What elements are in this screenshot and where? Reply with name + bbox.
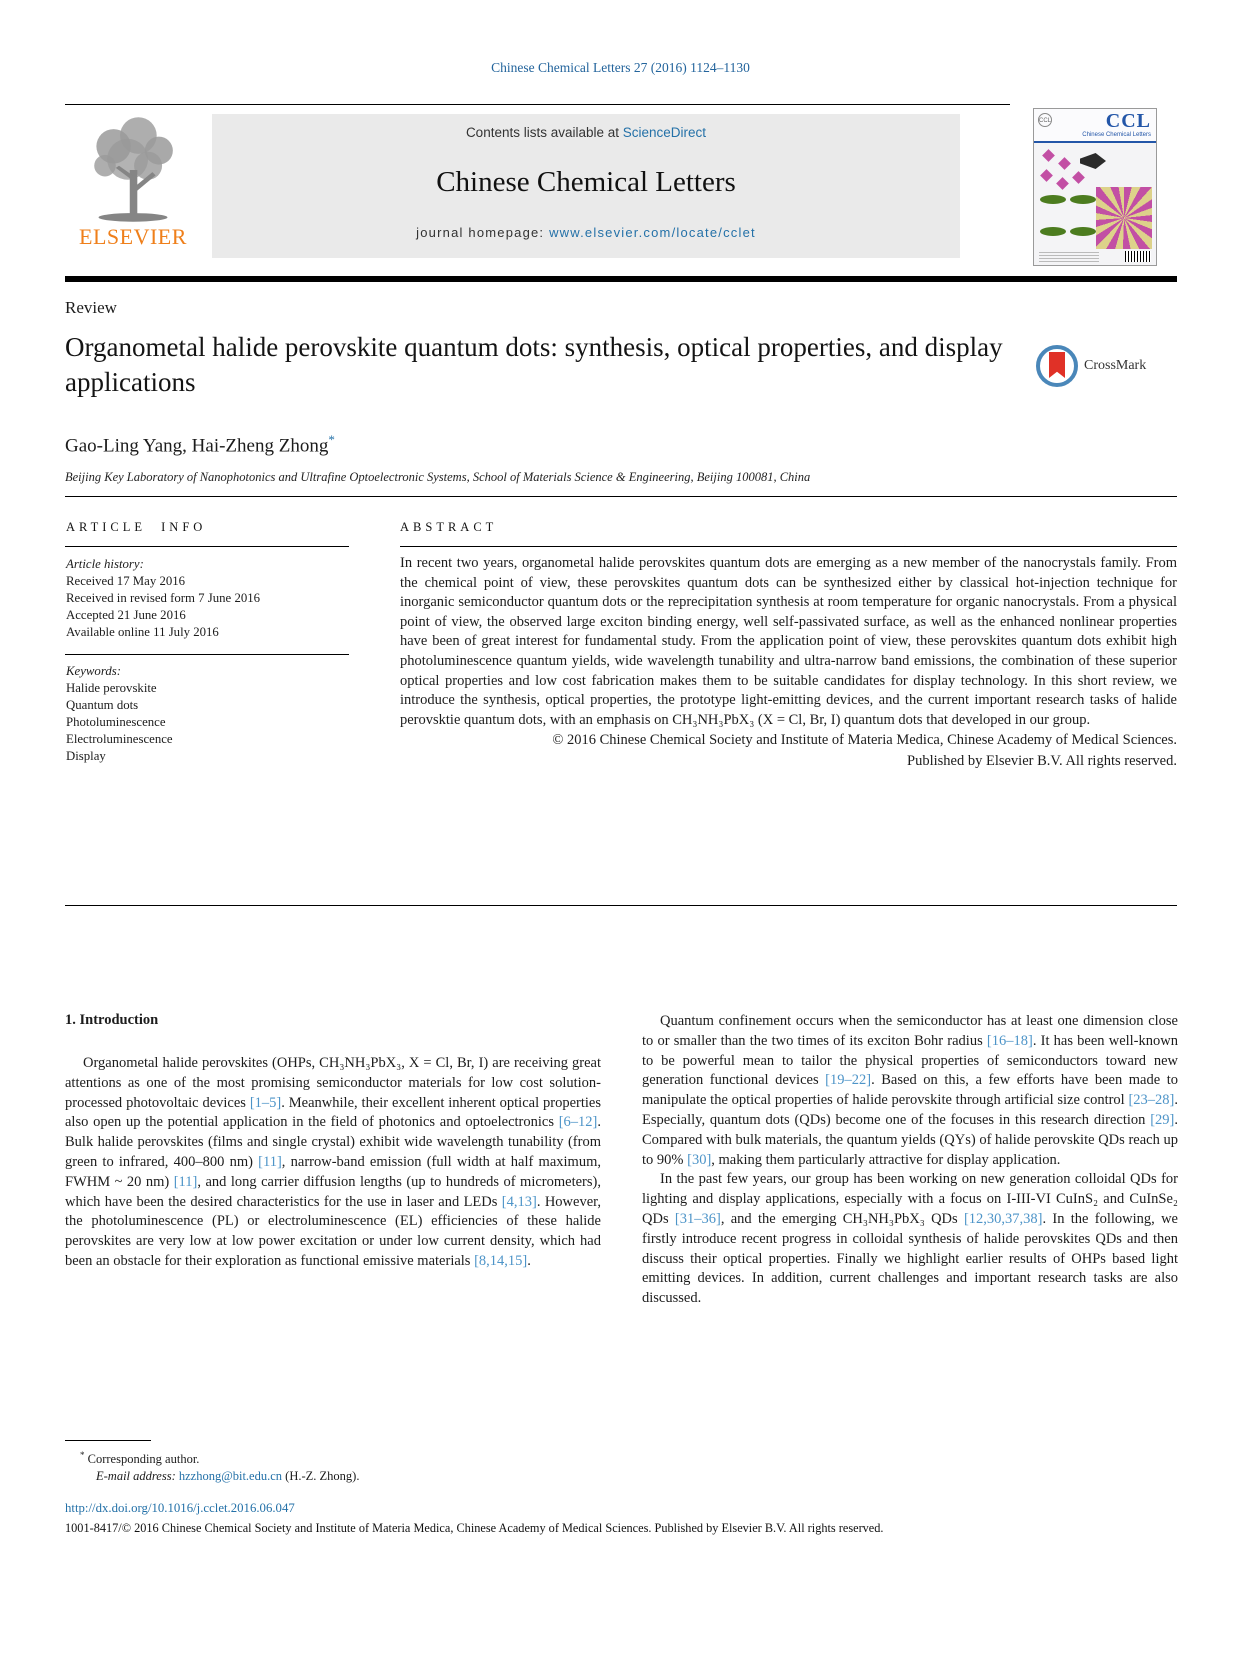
text-run: Organometal halide perovskites (OHPs, CH₃NH₃PbX₃, X = Cl, Br, I) are receiving great attentions as one of the most promising semiconductor materials for low cost solution-processed photovoltaic devices (65, 1055, 601, 1111)
doi-link[interactable]: http://dx.doi.org/10.1016/j.cclet.2016.06.047 (65, 1501, 295, 1515)
citation-ref-link[interactable]: [11] (173, 1173, 198, 1190)
list-item: Electroluminescence (66, 732, 173, 746)
text-run: . (527, 1252, 531, 1269)
body-right-column (642, 1012, 1178, 1309)
keywords-label: Keywords: (66, 664, 121, 678)
journal-masthead-title: Chinese Chemical Letters (436, 166, 736, 198)
intro-paragraph-2 (642, 1012, 1178, 1170)
citation-ref-link[interactable]: [11] (258, 1153, 282, 1170)
email-suffix: (H.-Z. Zhong). (282, 1469, 360, 1483)
crossmark-badge[interactable] (1036, 340, 1186, 392)
abstract-bottom-rule (65, 905, 1177, 906)
cover-starburst-pattern (1096, 187, 1152, 249)
cover-ccl-title: CCL (1105, 110, 1151, 132)
text-run: Quantum confinement occurs when the semiconductor has at least one dimension close to or smaller than the two times of its exciton Bohr radius (642, 1013, 1178, 1049)
cover-green-oval (1040, 227, 1066, 236)
cover-subtitle: Chinese Chemical Letters (1082, 132, 1151, 138)
elsevier-logo-text: ELSEVIER (79, 224, 187, 249)
title-divider-rule (65, 496, 1177, 497)
email-label: E-mail address: (96, 1469, 179, 1483)
cover-diamond-icon (1058, 157, 1071, 170)
text-run: . In the following, we firstly introduce recent progress in colloidal synthesis of halide perovskites QDs and then discuss their optical properties. Finally we highlight earlier results of OHPs based light emitting devices. In addition, current challenges and important research tasks are also discussed. (642, 1210, 1178, 1307)
elsevier-logo[interactable] (64, 114, 202, 264)
text-run: , making them particularly attractive for display application. (711, 1151, 1061, 1168)
citation-ref-link[interactable]: [16–18] (986, 1032, 1033, 1049)
crossmark-label: CrossMark (1084, 358, 1147, 373)
cover-green-oval (1070, 227, 1096, 236)
cover-diamond-icon (1072, 171, 1085, 184)
citation-ref-link[interactable]: [6–12] (558, 1114, 598, 1131)
email-link[interactable]: hzzhong@bit.edu.cn (178, 1469, 283, 1483)
list-item: Halide perovskite (66, 681, 157, 695)
text-run: . Based on this, a few efforts have been made to manipulate the optical properties of halide perovskite through artificial size control (642, 1072, 1179, 1109)
cover-green-oval (1040, 195, 1066, 204)
list-item: Quantum dots (66, 698, 139, 712)
crossmark-icon (1036, 345, 1078, 387)
list-item: Accepted 21 June 2016 (66, 608, 186, 622)
email-note (96, 1469, 359, 1484)
sciencedirect-link[interactable]: ScienceDirect (622, 125, 707, 140)
issn-copyright-line: 1001-8417/© 2016 Chinese Chemical Society and Institute of Materia Medica, Chinese Academy of Medical Sciences. Published by Elsevier B.V. All rights reserved. (65, 1521, 884, 1535)
corresponding-author-mark[interactable]: * (328, 432, 335, 447)
citation-ref-link[interactable]: [12,30,37,38] (963, 1210, 1043, 1227)
article-history-list (66, 573, 366, 641)
article-info-rule (65, 546, 349, 547)
citation-ref-link[interactable]: [8,14,15] (474, 1252, 528, 1269)
text-run: . Especially, quantum dots (QDs) become one of the focuses in this research direction (642, 1092, 1178, 1128)
intro-paragraph-3 (642, 1170, 1178, 1309)
list-item: Photoluminescence (66, 715, 166, 729)
cover-flashlight-icon (1080, 153, 1106, 169)
text-run: In the past few years, our group has been working on new generation colloidal QDs for lighting and display applications, especially with a focus on I-III-VI CuInS₂ and CuInSe₂ QDs (642, 1171, 1178, 1227)
header-top-rule (65, 104, 1010, 105)
page-title: Organometal halide perovskite quantum dots: synthesis, optical properties, and display applications (65, 332, 1003, 397)
cover-title-band (1034, 109, 1156, 143)
abstract-rule (400, 546, 1177, 547)
contents-lists-line (212, 125, 960, 140)
abstract-text: In recent two years, organometal halide perovskites quantum dots are emerging as a new member of the nanocrystals family. From the chemical point of view, these perovskites quantum dots can be synthesized either by classical hot-injection technique for inorganic semiconductor quantum dots or the reprecipitation synthesis at room temperature for organic nanocrystals. From a physical point of view, the observed large exciton binding energy, well self-passivated surface, as well as the enhanced nonlinear properties have been of great interest for fundamental study. From the application point of view, these perovskites quantum dots exhibit high photoluminescence quantum yields, wide wavelength tunability and ultra-narrow band emissions, the combination of these superior optical properties and low cost fabrication makes them to be suitable candidates for display technology. In this short review, we introduce the synthesis, optical properties, the prototype light-emitting devices, and the current important research tasks of halide perovsktie quantum dots, with an emphasis on CH₃NH₃PbX₃ (X = Cl, Br, I) quantum dots that developed in our group. (400, 555, 1177, 728)
header-divider-bar (65, 276, 1177, 282)
elsevier-tree-icon (79, 114, 187, 226)
article-info-heading: ARTICLE INFO (66, 520, 207, 534)
citation-ref-link[interactable]: [1–5] (249, 1094, 282, 1111)
article-history-label: Article history: (66, 557, 144, 571)
affiliation-line: Beijing Key Laboratory of Nanophotonics and Ultrafine Optoelectronic Systems, School of Materials Science & Engineering, Beijing 100081, China (65, 470, 811, 484)
homepage-prefix: journal homepage: (416, 225, 550, 240)
section-1-heading: 1. Introduction (65, 1012, 159, 1028)
abstract-block (400, 554, 1177, 772)
corresponding-author-text: Corresponding author. (84, 1452, 200, 1467)
article-history-block (66, 556, 366, 641)
text-run: , and the emerging CH₃NH₃PbX₃ QDs (720, 1210, 964, 1227)
list-item: Display (66, 749, 106, 763)
article-type-label: Review (65, 298, 117, 317)
keywords-block (66, 663, 366, 765)
cover-artwork (1034, 143, 1156, 265)
author-names: Gao-Ling Yang, Hai-Zheng Zhong (65, 435, 329, 457)
keywords-rule (65, 654, 349, 655)
text-run: . Bulk halide perovskites (films and single crystal) exhibit wide wavelength tunability (from green to infrared, 400–800 nm) (65, 1114, 601, 1170)
text-run: . Compared with bulk materials, the quantum yields (QYs) of halide perovskite QDs reach up to 90% (642, 1111, 1178, 1168)
citation-ref-link[interactable]: [4,13] (501, 1193, 537, 1210)
citation-ref-link[interactable]: [29] (1150, 1111, 1175, 1128)
footnote-asterisk: * (80, 1450, 85, 1460)
contents-prefix: Contents lists available at (465, 125, 623, 140)
abstract-heading: ABSTRACT (400, 520, 498, 534)
citation-ref-link[interactable]: [23–28] (1128, 1092, 1175, 1109)
cover-barcode (1125, 251, 1151, 262)
list-item: Available online 11 July 2016 (66, 625, 219, 639)
text-run: . Meanwhile, their excellent inherent optical properties also open up the potential application in the field of photonics and optoelectronics (65, 1094, 601, 1131)
corresponding-author-note (80, 1450, 199, 1467)
abstract-copyright-line1: © 2016 Chinese Chemical Society and Institute of Materia Medica, Chinese Academy of Medical Sciences. (552, 732, 1177, 749)
journal-cover-thumbnail[interactable] (1033, 108, 1157, 266)
cover-diamond-icon (1056, 177, 1069, 190)
text-run: . It has been well-known to be powerful mean to tailor the physical properties of semiconductors toward new generation functional devices (642, 1032, 1178, 1089)
list-item: Received 17 May 2016 (66, 574, 186, 588)
journal-header-box (212, 114, 960, 258)
intro-paragraph-1 (65, 1054, 601, 1272)
text-run: , narrow-band emission (full width at half maximum, FWHM ~ 20 nm) (65, 1153, 601, 1190)
text-run: . However, the photoluminescence (PL) or electroluminescence (EL) efficiencies of these halide perovskites are very low at low power excitation or under low current density, which had been an obstacle for their exploration as functional emissive materials (65, 1193, 602, 1269)
citation-ref-link[interactable]: [19–22] (825, 1072, 872, 1089)
cover-diamond-icon (1040, 169, 1053, 182)
keywords-list (66, 680, 366, 765)
cover-meta-text (1039, 251, 1099, 262)
body-left-column (65, 1054, 601, 1272)
text-run: , and long carrier diffusion lengths (up to hundreds of micrometers), which have been the desired characteristics for the use in laser and LEDs (65, 1173, 601, 1210)
citation-ref-link[interactable]: [31–36] (674, 1210, 721, 1227)
journal-homepage-link[interactable]: www.elsevier.com/locate/cclet (549, 225, 756, 240)
journal-homepage-line (212, 225, 960, 240)
journal-citation-line: Chinese Chemical Letters 27 (2016) 1124–1130 (491, 60, 750, 75)
footnote-rule (65, 1440, 151, 1441)
citation-ref-link[interactable]: [30] (687, 1151, 712, 1168)
author-line (65, 432, 335, 457)
list-item: Received in revised form 7 June 2016 (66, 591, 261, 605)
abstract-copyright-line2: Published by Elsevier B.V. All rights reserved. (907, 752, 1177, 769)
cover-green-oval (1070, 195, 1096, 204)
crossmark-bookmark-icon (1049, 352, 1065, 378)
cover-stamp-icon: CCL (1038, 113, 1052, 127)
cover-diamond-icon (1042, 149, 1055, 162)
